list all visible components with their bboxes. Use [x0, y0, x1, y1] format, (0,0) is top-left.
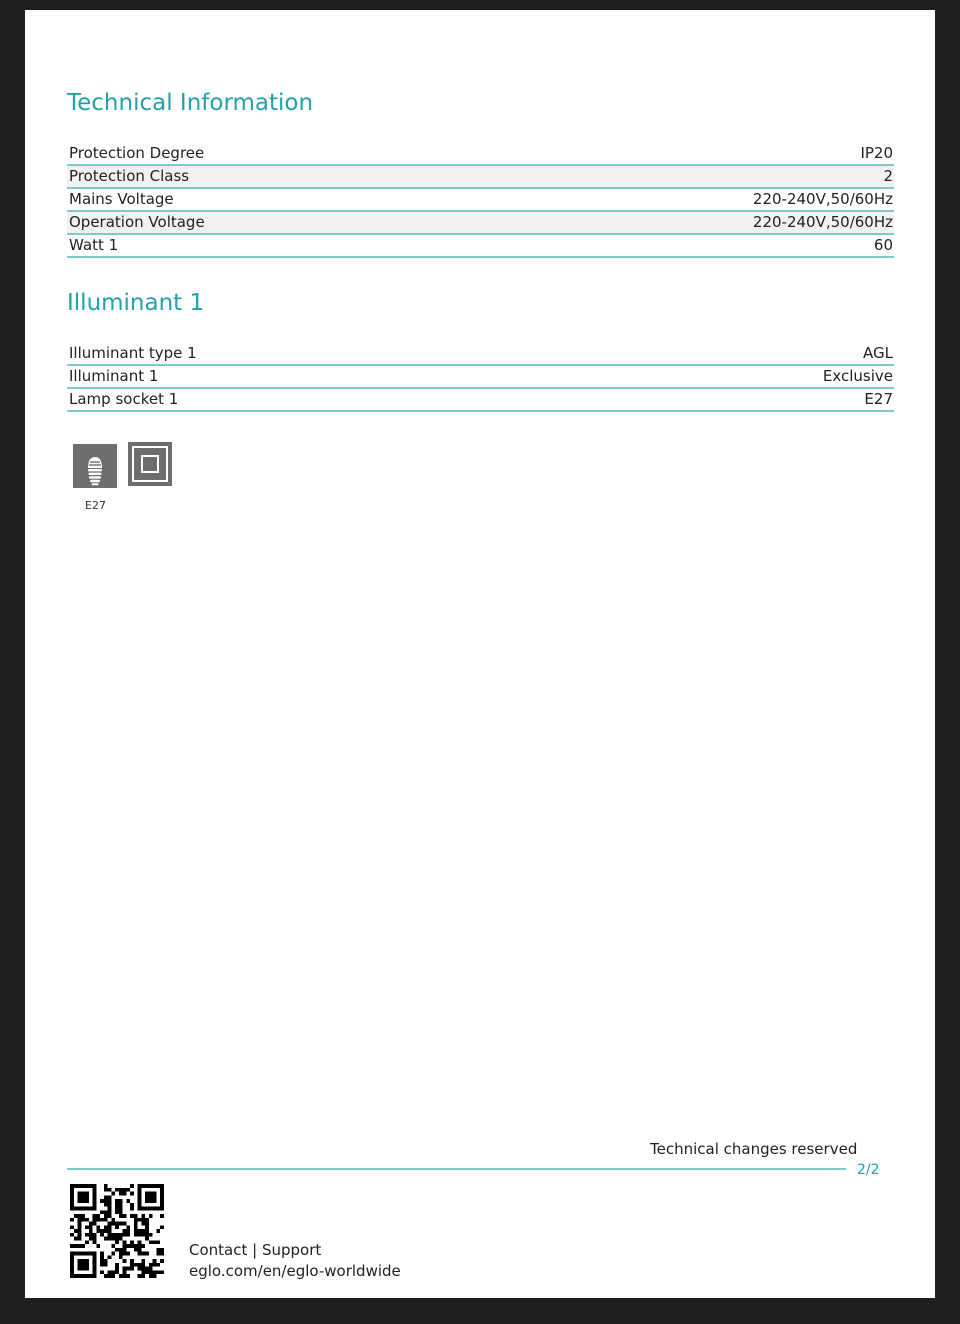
spec-label: Mains Voltage	[69, 190, 174, 208]
contact-block	[189, 1240, 401, 1282]
spec-label: Lamp socket 1	[69, 390, 179, 408]
spec-row	[67, 143, 894, 166]
spec-row	[67, 189, 894, 212]
page-number: 2/2	[857, 1162, 880, 1178]
spec-row	[67, 235, 894, 258]
technical-spec-table	[67, 143, 894, 258]
spec-label: Watt 1	[69, 236, 119, 254]
document-page	[25, 10, 935, 1298]
contact-support-link[interactable]: Contact | Support	[189, 1241, 322, 1259]
spec-value: AGL	[863, 344, 893, 362]
spec-row	[67, 389, 894, 412]
technical-information-title: Technical Information	[67, 90, 314, 116]
spec-row	[67, 343, 894, 366]
spec-label: Operation Voltage	[69, 213, 205, 231]
spec-label: Protection Degree	[69, 144, 205, 162]
illuminant-title: Illuminant 1	[67, 290, 205, 316]
spec-row	[67, 366, 894, 389]
protection-class-2-icon	[128, 442, 172, 486]
spec-value: E27	[864, 390, 893, 408]
spec-label: Protection Class	[69, 167, 190, 185]
spec-value: 220-240V,50/60Hz	[752, 213, 893, 231]
spec-value: Exclusive	[822, 367, 893, 385]
e27-caption: E27	[85, 499, 106, 512]
qr-code-icon	[70, 1184, 164, 1278]
spec-value: 220-240V,50/60Hz	[752, 190, 893, 208]
spec-value: IP20	[860, 144, 893, 162]
spec-label: Illuminant 1	[69, 367, 159, 385]
footer-divider	[67, 1168, 846, 1170]
spec-row	[67, 212, 894, 235]
spec-row	[67, 166, 894, 189]
eglo-worldwide-link[interactable]: eglo.com/en/eglo-worldwide	[189, 1262, 401, 1280]
spec-label: Illuminant type 1	[69, 344, 197, 362]
illuminant-spec-table	[67, 343, 894, 412]
spec-value: 60	[873, 236, 893, 254]
technical-changes-note: Technical changes reserved	[650, 1140, 858, 1158]
e27-socket-icon	[73, 444, 117, 488]
spec-value: 2	[883, 167, 893, 185]
